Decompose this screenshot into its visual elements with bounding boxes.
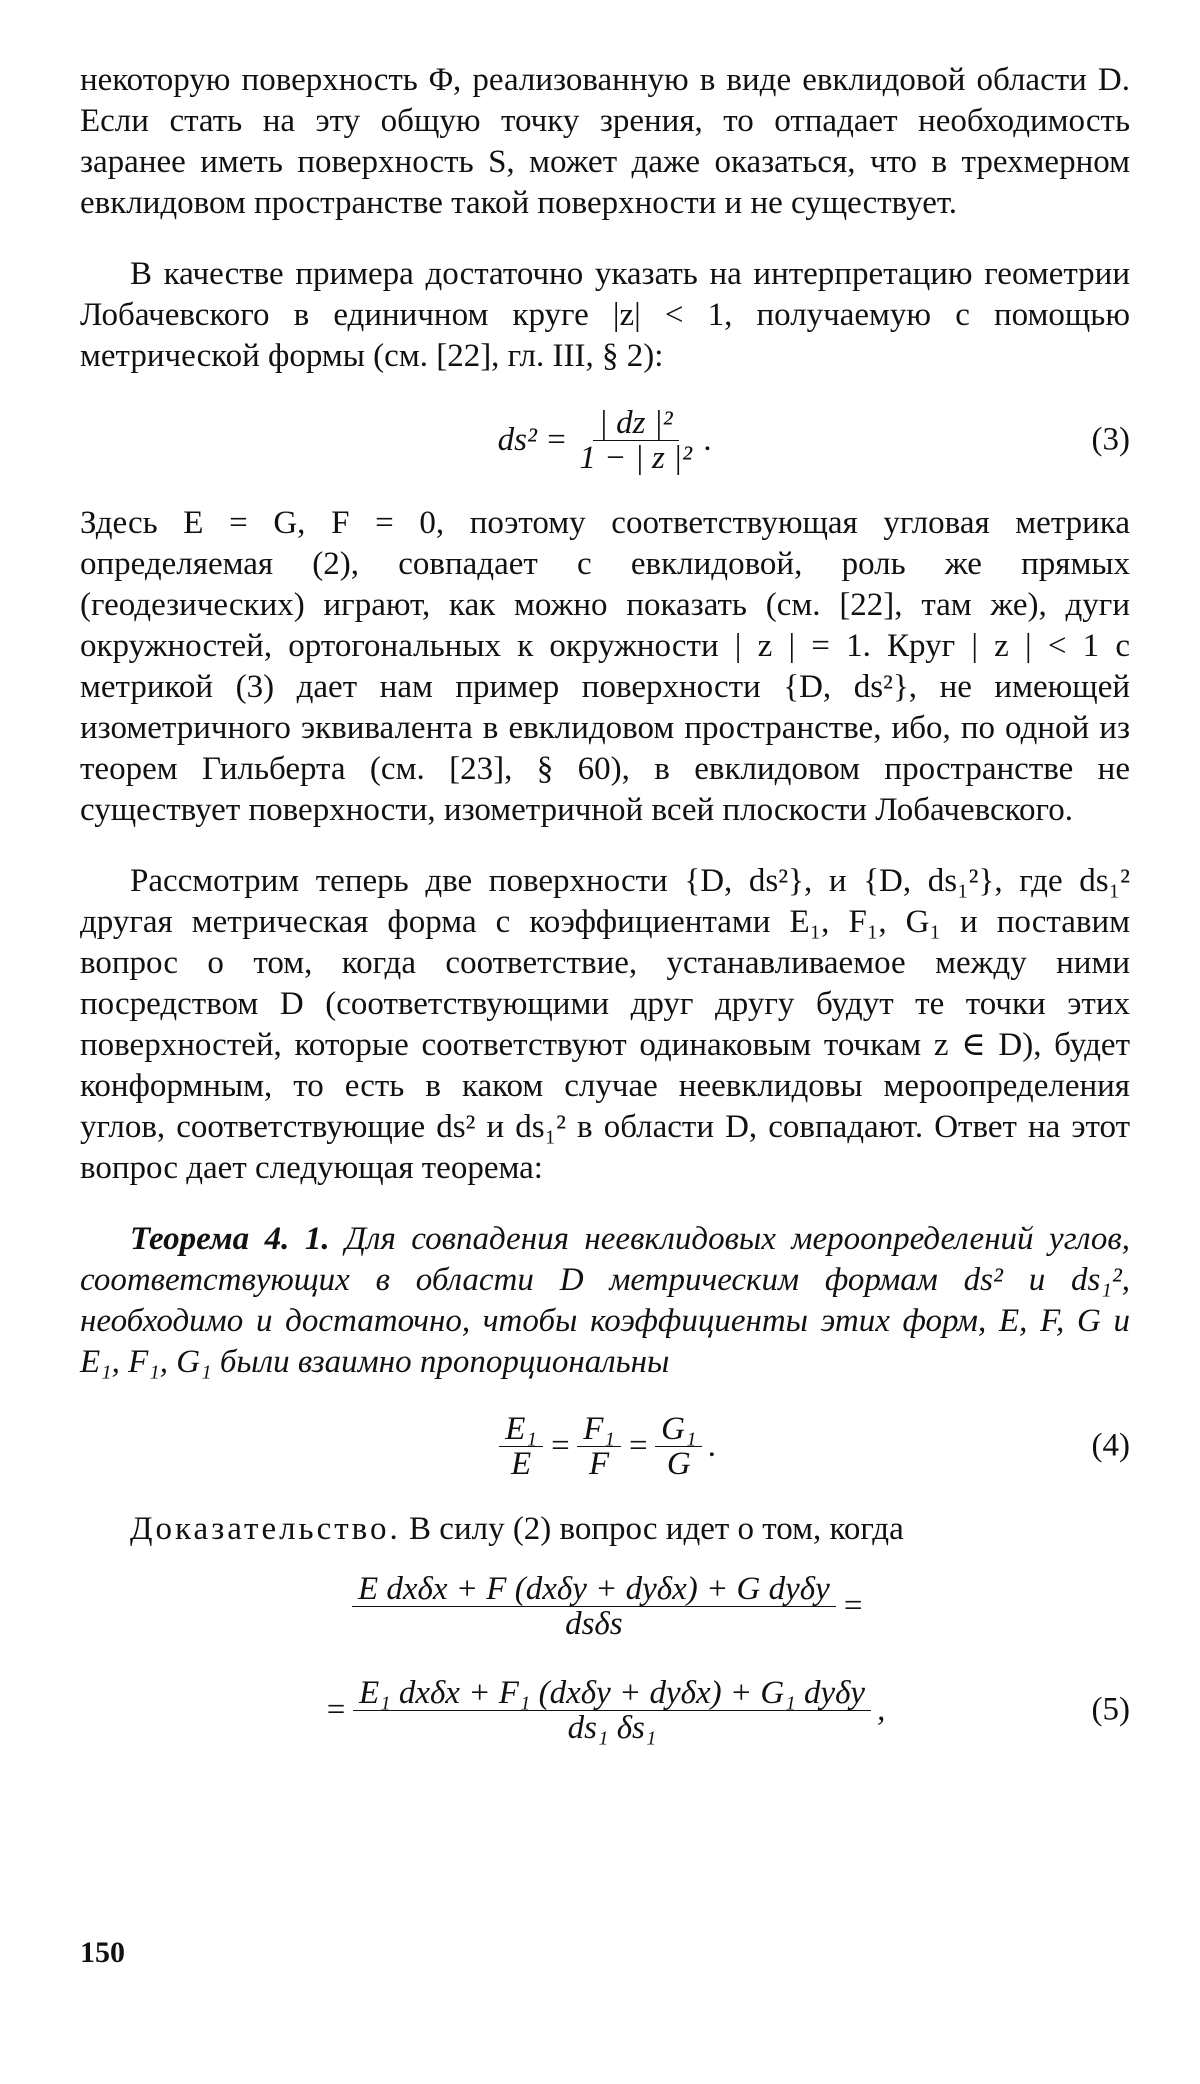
eq4-f3-numerator: G₁ (655, 1412, 702, 1447)
eq4-f2-numerator: F₁ (577, 1412, 621, 1447)
eq5-label: (5) (1091, 1691, 1130, 1728)
eq5a-tail: = (841, 1587, 864, 1624)
eq4-fraction-2 (577, 1412, 621, 1481)
eq3-label: (3) (1091, 421, 1130, 458)
equation-3 (80, 395, 1130, 485)
proof-text: В силу (2) вопрос идет о том, когда (400, 1511, 904, 1547)
eq3-tail: . (704, 421, 713, 458)
eq3-lhs: ds² = (497, 421, 568, 458)
eq3-numerator: | dz |² (593, 406, 679, 441)
theorem (80, 1219, 1130, 1383)
eq4-f2-denominator: F (588, 1445, 610, 1482)
eq4-label: (4) (1091, 1427, 1130, 1464)
theorem-body: Для совпадения неевклидовых мероопределений углов, соответствующих в области D метрическим формам ds² и ds₁², необходимо и достаточно, чтобы коэффициенты этих форм, E, F, G и E₁, F₁, G₁ были взаимно пропорциональны (80, 1221, 1131, 1380)
eq3-fraction (573, 406, 698, 475)
eq4-fraction-1 (499, 1412, 543, 1481)
paragraph-1: некоторую поверхность Φ, реализованную в виде евклидовой области D. Если стать на эту общую точку зрения, то отпадает необходимость заранее иметь поверхность S, может даже оказаться, что в трехмерном евклидовом пространстве такой поверхности и не существует. (80, 62, 1130, 221)
eq4-f1-denominator: E (511, 1445, 532, 1482)
eq5b-denominator: ds₁ δs₁ (567, 1709, 657, 1746)
eq4-equals-1: = (548, 1427, 572, 1464)
proof-label: Доказательство. (130, 1511, 401, 1547)
eq5b-fraction (353, 1676, 871, 1745)
paragraph-4: Рассмотрим теперь две поверхности {D, ds²}, и {D, ds₁²}, где ds₁² другая метрическая форма с коэффициентами E₁, F₁, G₁ и поставим вопрос о том, когда соответствие, устанавливаемое между ними посредством D (соответствующими друг другу будут те точки этих поверхностей, которые соответствуют одинаковым точкам z ∈ D), будет конформным, то есть в каком случае неевклидовы мероопределения углов, соответствующие ds² и ds₁² в области D, совпадают. Ответ на этот вопрос дает следующая теорема: (80, 863, 1130, 1186)
eq5a-fraction (352, 1572, 836, 1641)
equation-4 (80, 1401, 1130, 1491)
eq3-denominator: 1 − | z |² (579, 439, 693, 476)
eq5b-tail: , (877, 1691, 886, 1728)
equation-5-line-1 (80, 1558, 1130, 1654)
equation-5-line-2 (80, 1662, 1130, 1758)
eq4-equals-2: = (626, 1427, 650, 1464)
eq5a-denominator: dsδs (565, 1605, 623, 1642)
eq5a-numerator: E dxδx + F (dxδy + dyδx) + G dyδy (352, 1572, 836, 1607)
proof-paragraph (80, 1509, 1130, 1550)
paragraph-3: Здесь E = G, F = 0, поэтому соответствующая угловая метрика определяемая (2), совпадает с евклидовой, роль же прямых (геодезических) играют, как можно показать (см. [22], там же), дуги окружностей, ортогональных к окружности | z | = 1. Круг | z | < 1 с метрикой (3) дает нам пример поверхности {D, ds²}, не имеющей изометричного эквивалента в евклидовом пространстве, ибо, по одной из теорем Гильберта (см. [23], § 60), в евклидовом пространстве не существует поверхности, изометричной всей плоскости Лобачевского. (80, 505, 1130, 828)
theorem-title: Теорема 4. 1. (130, 1221, 330, 1257)
page-content (80, 60, 1130, 1766)
eq4-f3-denominator: G (666, 1445, 691, 1482)
eq4-fraction-3 (655, 1412, 702, 1481)
eq4-tail: . (708, 1427, 717, 1464)
paragraph-2: В качестве примера достаточно указать на интерпретацию геометрии Лобачевского в единичном круге |z| < 1, получаемую с помощью метрической формы (см. [22], гл. III, § 2): (80, 256, 1130, 374)
eq5b-lead: = (324, 1691, 347, 1728)
page-number: 150 (80, 1936, 125, 1969)
eq5b-numerator: E₁ dxδx + F₁ (dxδy + dyδx) + G₁ dyδy (353, 1676, 871, 1711)
eq4-f1-numerator: E₁ (499, 1412, 543, 1447)
